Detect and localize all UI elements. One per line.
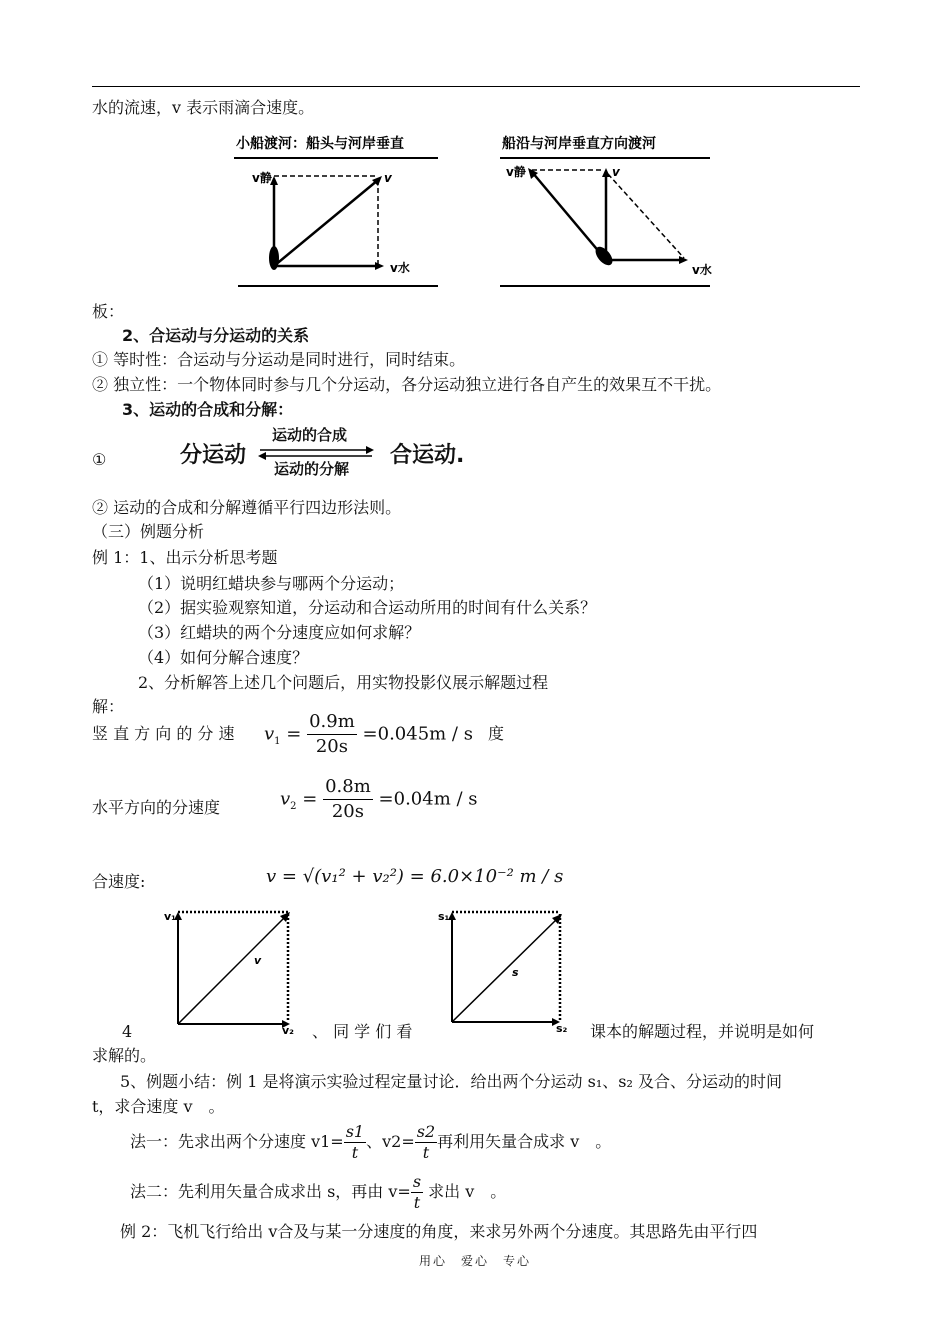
step-4-text-a: 、 同 学 们 看: [312, 1022, 413, 1041]
eq2-formula: $v_2$ = $\frac{0.8m}{20s}$ =0.04m / s: [280, 776, 478, 822]
method-1: [130, 1122, 611, 1163]
eq2-sub: 2: [290, 801, 297, 813]
eq3-formula: v = √(v₁² + v₂²) = 6.0×10⁻² m / s: [266, 866, 564, 887]
method-1-den-1: t: [351, 1143, 359, 1162]
method-1-mid: 、v2=: [366, 1132, 415, 1151]
step-4-text-b: 课本的解题过程，并说明是如何: [590, 1022, 815, 1041]
method-1-suffix: 再利用矢量合成求 v 。: [437, 1132, 612, 1151]
method-1-frac-1: [344, 1122, 366, 1163]
boat-crossing-figure-2: [498, 128, 713, 293]
eq1-den: 20s: [315, 736, 349, 757]
example-1-question-1: （1）说明红蜡块参与哪两个分运动；: [138, 574, 405, 593]
fig2-v-label: v: [612, 165, 620, 179]
synthesis-diagram: [180, 424, 490, 480]
eq2-lhs: v: [280, 788, 291, 810]
section-2-point-2: ② 独立性：一个物体同时参与几个分运动，各分运动独立进行各自产生的效果互不干扰。: [92, 375, 722, 394]
diagram-top: 运动的合成: [272, 426, 348, 444]
eq1-rhs: =0.045m / s: [362, 723, 473, 745]
fig1-v-label: v: [384, 171, 392, 185]
diagram-bottom: 运动的分解: [274, 460, 350, 478]
section-3-title: 3、运动的合成和分解：: [122, 400, 294, 419]
example-1-step-2: 2、分析解答上述几个问题后，用实物投影仪展示解题过程: [138, 673, 549, 692]
example-1-question-4: （4）如何分解合速度？: [138, 648, 309, 667]
eq2-den: 20s: [331, 801, 365, 822]
diagram-left: 分运动: [180, 443, 247, 468]
example-1-question-2: （2）据实验观察知道，分运动和合运动所用的时间有什么关系？: [138, 598, 597, 617]
step-5-line-2: t，求合速度 v 。: [92, 1097, 225, 1116]
eq3-label: 合速度:: [92, 872, 146, 891]
section-3-point-2: ② 运动的合成和分解遵循平行四边形法则。: [92, 498, 402, 517]
fig2-v-boat-label: v静: [506, 165, 526, 179]
vec1-diag-label: v: [254, 954, 262, 967]
displacement-vector-diagram: [436, 906, 581, 1036]
section-3-marker-1: ①: [92, 450, 107, 469]
eq1-label: 竖 直 方 向 的 分 速: [92, 724, 235, 743]
step-4-number: 4: [122, 1022, 133, 1041]
method-1-den-2: t: [422, 1143, 430, 1162]
section-2-point-1: ① 等时性：合运动与分运动是同时进行，同时结束。: [92, 350, 466, 369]
fig2-title: 船沿与河岸垂直方向渡河: [502, 136, 656, 152]
method-2-den: t: [413, 1193, 421, 1212]
method-2-suffix: 求出 v 。: [428, 1182, 507, 1201]
eq2-fraction: [323, 775, 373, 824]
example-section-title: （三）例题分析: [92, 522, 205, 541]
method-2: [130, 1172, 506, 1213]
eq2-label: 水平方向的分速度: [92, 798, 221, 817]
step-4-text-c: 求解的。: [92, 1046, 157, 1065]
solution-label: 解：: [92, 697, 125, 716]
eq1-formula: $v_1$ = $\frac{0.9m}{20s}$ =0.045m / s: [264, 711, 473, 757]
vec2-diag-label: s: [512, 966, 519, 979]
boat-crossing-figure-1: [232, 128, 442, 293]
header-rule: [92, 86, 860, 87]
eq1-sub: 1: [274, 736, 281, 748]
vec2-bottom-label: s₂: [556, 1022, 568, 1035]
example-1-question-3: （3）红蜡块的两个分速度应如何求解？: [138, 623, 421, 642]
section-2-title: 2、合运动与分运动的关系: [122, 326, 310, 345]
eq2-num: 0.8m: [323, 775, 373, 800]
method-1-num-1: s1: [345, 1122, 365, 1141]
intro-line: 水的流速，v 表示雨滴合速度。: [92, 98, 315, 117]
example-1-title: 例 1：1、出示分析思考题: [92, 548, 278, 567]
vec1-top-label: v₁: [164, 910, 176, 923]
page-footer: 用心 爱心 专心: [418, 1254, 531, 1268]
fig1-v-water-label: v水: [390, 261, 410, 275]
ban-label: 板：: [92, 302, 125, 321]
fig2-v-water-label: v水: [692, 263, 712, 277]
step-5-line-1: 5、例题小结：例 1 是将演示实验过程定量讨论．给出两个分运动 s₁、s₂ 及合、分运动的时间: [120, 1072, 782, 1091]
method-1-prefix: 法一：先求出两个分速度 v1=: [130, 1132, 344, 1151]
method-2-num: s: [412, 1172, 422, 1191]
eq2-rhs: =0.04m / s: [378, 788, 478, 810]
method-1-num-2: s2: [416, 1122, 436, 1141]
eq1-fraction: [307, 710, 357, 759]
example-2-line: 例 2：飞机飞行给出 v合及与某一分速度的角度，来求另外两个分速度。其思路先由平行四: [120, 1222, 758, 1241]
vec2-top-label: s₁: [438, 910, 450, 923]
velocity-vector-diagram: [162, 906, 307, 1036]
eq1-num: 0.9m: [307, 710, 357, 735]
eq1-lhs: v: [264, 723, 275, 745]
method-2-frac: [411, 1172, 423, 1213]
method-2-prefix: 法二：先利用矢量合成求出 s，再由 v=: [130, 1182, 411, 1201]
diagram-right: 合运动.: [390, 443, 465, 468]
method-1-frac-2: [415, 1122, 437, 1163]
fig1-v-boat-label: v静: [252, 171, 272, 185]
fig1-title: 小船渡河：船头与河岸垂直: [236, 136, 404, 152]
eq1-tail: 度: [488, 724, 505, 743]
vec1-bottom-label: v₂: [282, 1024, 294, 1036]
